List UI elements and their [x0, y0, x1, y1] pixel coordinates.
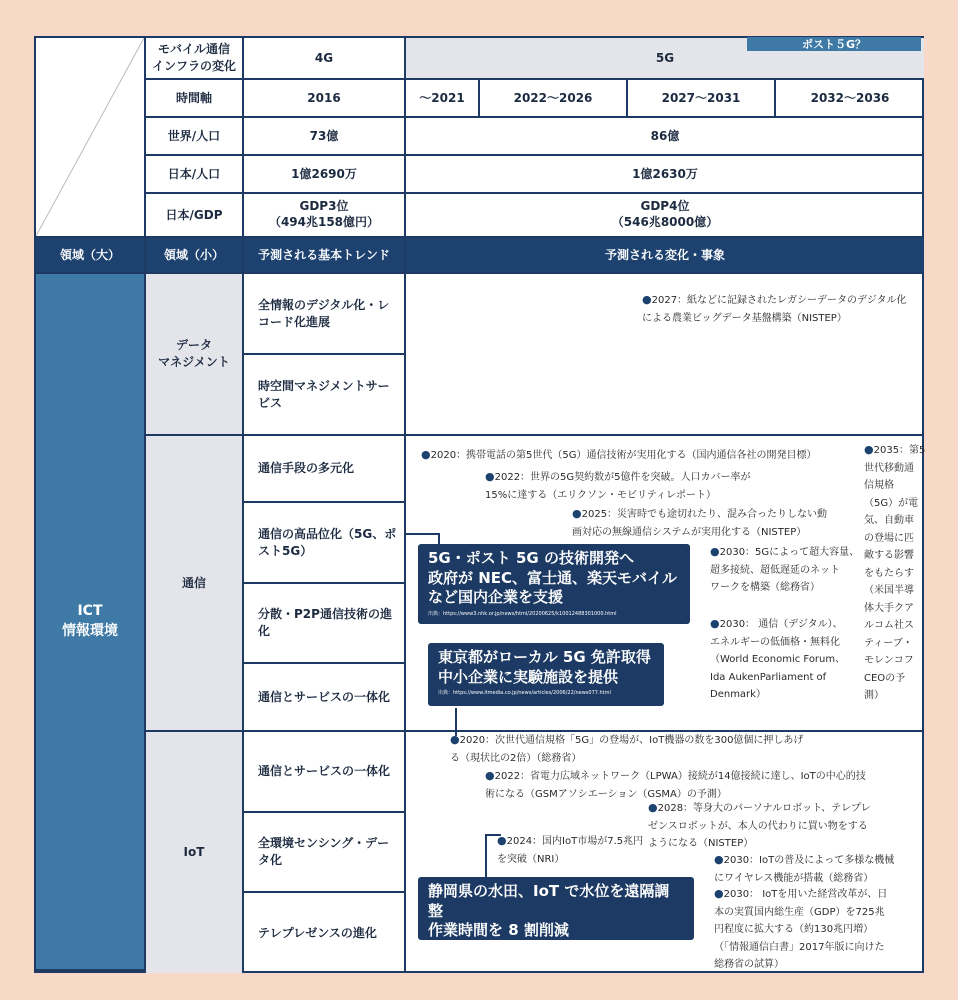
- bullet-icon: ●: [648, 801, 658, 814]
- trend-p2p: 分散・P2P通信技術の進化: [244, 584, 406, 664]
- event-2030-iot-b: [714, 884, 887, 974]
- event-2022-comm: [485, 467, 751, 504]
- infra-4g: 4G: [244, 38, 406, 80]
- trend-spacetime-mgmt: 時空間マネジメントサービス: [244, 355, 406, 436]
- event-2024-iot: [497, 831, 643, 868]
- bullet-icon: ●: [642, 293, 652, 306]
- japan-gdp-future: GDP4位 （546兆8000億）: [406, 194, 924, 238]
- event-text: 2035：第5 世代移動通 信規格 （5G）が電 気、自動車 の登場に匹 敵する影響 をもたらす （米国半導 体大手クア ルコム社ス ティーブ・ モレンコフ CEOの予 測）: [864, 445, 926, 701]
- major-area-ict: ICT 情報環境: [36, 274, 146, 971]
- post-5g-tag: ポスト５G？: [747, 37, 921, 51]
- minor-area-communication: 通信: [146, 436, 244, 732]
- japan-pop-2016: 1億2690万: [244, 156, 406, 194]
- news-headline: 5G・ポスト 5G の技術開発へ 政府が NEC、富士通、楽天モバイル など国内企業を支援: [428, 549, 678, 606]
- trend-digitalization: 全情報のデジタル化・レコード化進展: [244, 274, 406, 355]
- row-label-world-pop: 世界/人口: [146, 118, 244, 156]
- year-2016: 2016: [244, 80, 406, 118]
- event-2020-iot: [450, 730, 803, 767]
- trend-comm-quality: 通信の高品位化（5G、ポスト5G）: [244, 503, 406, 584]
- row-label-japan-gdp: 日本/GDP: [146, 194, 244, 238]
- news-source: 出典：https://www3.nhk.or.jp/news/html/20200625/k10012488301000.html: [428, 610, 617, 617]
- bullet-icon: ●: [714, 853, 724, 866]
- event-2025-comm: [572, 504, 827, 541]
- event-text: 2020：携帯電話の第5世代（5G）通信技術が実用化する（国内通信各社の開発目標）: [430, 450, 817, 461]
- bullet-icon: ●: [864, 443, 874, 456]
- event-2035-comm: [864, 440, 925, 705]
- event-text: 2020：次世代通信規格「5G」の登場が、IoT機器の数を300億個に押しあげ る（現状比の2倍）（総務省）: [450, 735, 804, 764]
- news-source: 出典：https://www.itmedia.co.jp/news/articles/2006/22/news077.html: [438, 690, 611, 696]
- bullet-icon: ●: [485, 769, 495, 782]
- news-card-shizuoka-iot: [418, 877, 694, 950]
- row-label-japan-pop: 日本/人口: [146, 156, 244, 194]
- connector-line: [404, 533, 438, 535]
- year-2022-2026: 2022〜2026: [480, 80, 628, 118]
- trend-sensing: 全環境センシング・データ化: [244, 813, 406, 893]
- connector-line: [485, 834, 487, 878]
- event-text: 2030：5Gによって超大容量、 超多接続、超低遅延のネット ワークを構築（総務省）: [710, 547, 860, 593]
- event-text: 2022：世界の5G契約数が5億件を突破。人口カバー率が 15%に達する（エリクソン・モビリティレポート）: [485, 472, 751, 501]
- bullet-icon: ●: [710, 545, 720, 558]
- bullet-icon: ●: [450, 733, 460, 746]
- news-card-5g-support: [418, 544, 690, 624]
- infra-5g: 5G: [406, 38, 924, 80]
- connector-line: [485, 834, 501, 836]
- col-header-trend: 予測される基本トレンド: [244, 238, 406, 274]
- diagonal-line: [36, 38, 144, 236]
- news-source: 出典：https://www.itmedia.co.jp/news/articles/2008/10/news123.html: [428, 943, 601, 950]
- event-2028-iot: [648, 798, 871, 853]
- event-2030-comm-b: [710, 614, 845, 704]
- japan-pop-future: 1億2630万: [406, 156, 924, 194]
- event-2030-comm-a: [710, 542, 859, 597]
- event-text: 2022：省電力広域ネットワーク（LPWA）接続が14億接続に達し、IoTの中心的技 術になる（GSMアソシエーション（GSMA）の予測）: [485, 771, 866, 800]
- japan-gdp-2016: GDP3位 （494兆158億円）: [244, 194, 406, 238]
- event-text: 2025：災害時でも途切れたり、混み合ったりしない動 画対応の無線通信システムが実用化する（NISTEP）: [572, 509, 828, 538]
- trend-iot-comm-service: 通信とサービスの一体化: [244, 732, 406, 813]
- event-2030-iot-a: [714, 850, 894, 887]
- event-text: 2024：国内IoT市場が7.5兆円 を突破（NRI）: [497, 836, 644, 865]
- event-2027-data: [642, 290, 906, 327]
- event-text: 2030：IoTの普及によって多様な機械 にワイヤレス機能が搭載（総務省）: [714, 855, 895, 884]
- diagonal-corner-cell: [36, 38, 146, 238]
- col-header-minor: 領域（小）: [146, 238, 244, 274]
- connector-line: [455, 708, 457, 736]
- minor-area-iot: IoT: [146, 732, 244, 973]
- event-text: 2030： IoTを用いた経営改革が、日 本の実質国内総生産（GDP）を725兆 円程度に拡大する（約130兆円増） （「情報通信白書」2017年版に向けた 総務省の試算）: [714, 889, 888, 970]
- row-label-timeline: 時間軸: [146, 80, 244, 118]
- row-label-infra: モバイル通信 インフラの変化: [146, 38, 244, 80]
- trend-comm-diversify: 通信手段の多元化: [244, 436, 406, 503]
- bullet-icon: ●: [485, 470, 495, 483]
- year-to-2021: 〜2021: [406, 80, 480, 118]
- bullet-icon: ●: [421, 448, 431, 461]
- col-header-major: 領域（大）: [36, 238, 146, 274]
- trend-comm-service: 通信とサービスの一体化: [244, 664, 406, 732]
- world-pop-2016: 73億: [244, 118, 406, 156]
- news-headline: 東京都がローカル 5G 免許取得 中小企業に実験施設を提供: [438, 648, 651, 686]
- year-2032-2036: 2032〜2036: [776, 80, 924, 118]
- col-header-change: 予測される変化・事象: [406, 238, 924, 274]
- news-headline: 静岡県の水田、IoT で水位を遠隔調整 作業時間を 8 割削減: [428, 882, 670, 939]
- event-2020-comm: [421, 445, 817, 465]
- year-2027-2031: 2027〜2031: [628, 80, 776, 118]
- event-text: 2028：等身大のパーソナルロボット、テレプレ ゼンスロボットが、本人の代わりに買い物をする ようになる（NISTEP）: [648, 803, 871, 849]
- minor-area-data-management: データ マネジメント: [146, 274, 244, 436]
- event-text: 2030： 通信（デジタル）、 エネルギーの低価格・無料化 （World Economic Forum、 Ida AukenParliament of Denmark）: [710, 619, 846, 700]
- bullet-icon: ●: [497, 834, 507, 847]
- bullet-icon: ●: [714, 887, 724, 900]
- news-card-tokyo-local5g: [428, 643, 664, 706]
- world-pop-future: 86億: [406, 118, 924, 156]
- bullet-icon: ●: [710, 617, 720, 630]
- trend-telepresence: テレプレゼンスの進化: [244, 893, 406, 973]
- bullet-icon: ●: [572, 507, 582, 520]
- event-text: 2027：紙などに記録されたレガシーデータのデジタル化 による農業ビッグデータ基盤構築（NISTEP）: [642, 295, 907, 324]
